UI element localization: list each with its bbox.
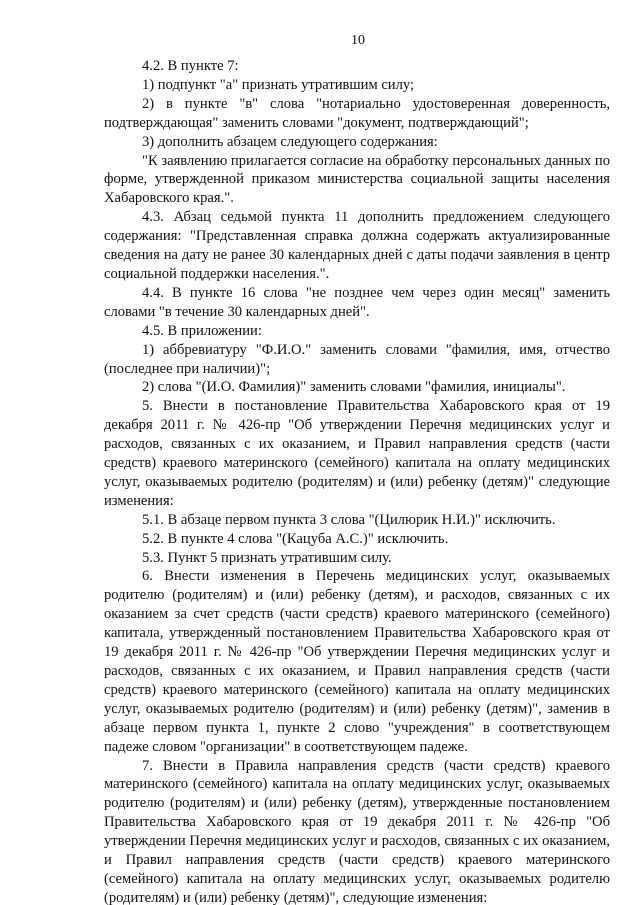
paragraph-4-2-item-1: 1) подпункт "а" признать утратившим силу; bbox=[142, 76, 415, 93]
paragraph-4-5-item-2: 2) слова "(И.О. Фамилия)" заменить словами "фамилия, инициалы". bbox=[142, 379, 566, 396]
paragraph-4-2-item-3: 3) дополнить абзацем следующего содержания: bbox=[142, 133, 438, 150]
paragraph-4-4: 4.4. В пункте 16 слова "не позднее чем через один месяц" заменить словами "в течение 30 календарных дней". bbox=[104, 284, 610, 320]
paragraph-4-5-item-1: 1) аббревиатуру "Ф.И.О." заменить словами "фамилия, имя, отчество (последнее при наличии)"; bbox=[104, 341, 610, 377]
paragraph-5: 5. Внести в постановление Правительства Хабаровского края от 19 декабря 2011 г. № 426-пр "Об утверждении Перечня медицинских услуг и расходов, связанных с их оказанием, и Правил направления средств (части средств) краевого материнского (семейного) капитала на оплату медицинских услуг, оказываемых родителю (родителям) и (или) ребенку (детям)" следующие изменения: bbox=[104, 398, 610, 509]
paragraph-5-2: 5.2. В пункте 4 слова "(Кацуба А.С.)" исключить. bbox=[142, 530, 449, 547]
paragraph-4-2-heading: 4.2. В пункте 7: bbox=[142, 58, 239, 74]
paragraph-6: 6. Внести изменения в Перечень медицинских услуг, оказываемых родителю (родителям) и (или) ребенку (детям), и расходов, связанных с их оказанием за счет средств (части средств) краевого материнского (семейного) капитала, утвержденный постановлением Правительства Хабаровского края от 19 декабря 2011 г. № 426-пр "Об утверждении Перечня медицинских услуг и расходов, связанных с их оказанием, и Правил направления средств (части средств) краевого материнского (семейного) капитала на оплату медицинских услуг, оказываемых родителю (родителям) и (или) ребенку (детям)", заменив в абзаце первом пункта 1, пункте 2 слово "учреждения" в соответствующем падеже словом "организации" в соответствующем падеже. bbox=[104, 568, 610, 755]
paragraph-4-5-heading: 4.5. В приложении: bbox=[142, 322, 262, 339]
paragraph-4-3: 4.3. Абзац седьмой пункта 11 дополнить предложением следующего содержания: "Представленная справка должна содержать актуализированные сведения на дату не ранее 30 календарных дней с даты подачи заявления в центр социальной поддержки населения.". bbox=[104, 209, 610, 282]
paragraph-5-1: 5.1. В абзаце первом пункта 3 слова "(Цилюрик Н.И.)" исключить. bbox=[142, 511, 556, 528]
paragraph-4-2-item-2: 2) в пункте "в" слова "нотариально удостоверенная доверенность, подтверждающая" заменить словами "документ, подтверждающий"; bbox=[104, 95, 610, 131]
paragraph-quoted-addition: "К заявлению прилагается согласие на обработку персональных данных по форме, утвержденной приказом министерства социальной защиты населения Хабаровского края.". bbox=[104, 152, 610, 207]
page-number: 10 bbox=[351, 33, 365, 48]
paragraph-7: 7. Внести в Правила направления средств (части средств) краевого материнского (семейного) капитала на оплату медицинских услуг, оказываемых родителю (родителям) и (или) ребенку (детям), утвержденные постановлением Правительства Хабаровского края от 19 декабря 2011 г. № 426-пр "Об утверждении Перечня медицинских услуг и расходов, связанных с их оказанием, и Правил направления средств (части средств) краевого материнского (семейного) капитала на оплату медицинских услуг, оказываемых родителю (родителям) и (или) ребенку (детям)", следующие изменения: bbox=[104, 757, 610, 905]
paragraph-5-3: 5.3. Пункт 5 признать утратившим силу. bbox=[142, 549, 392, 566]
document-body bbox=[104, 57, 610, 905]
